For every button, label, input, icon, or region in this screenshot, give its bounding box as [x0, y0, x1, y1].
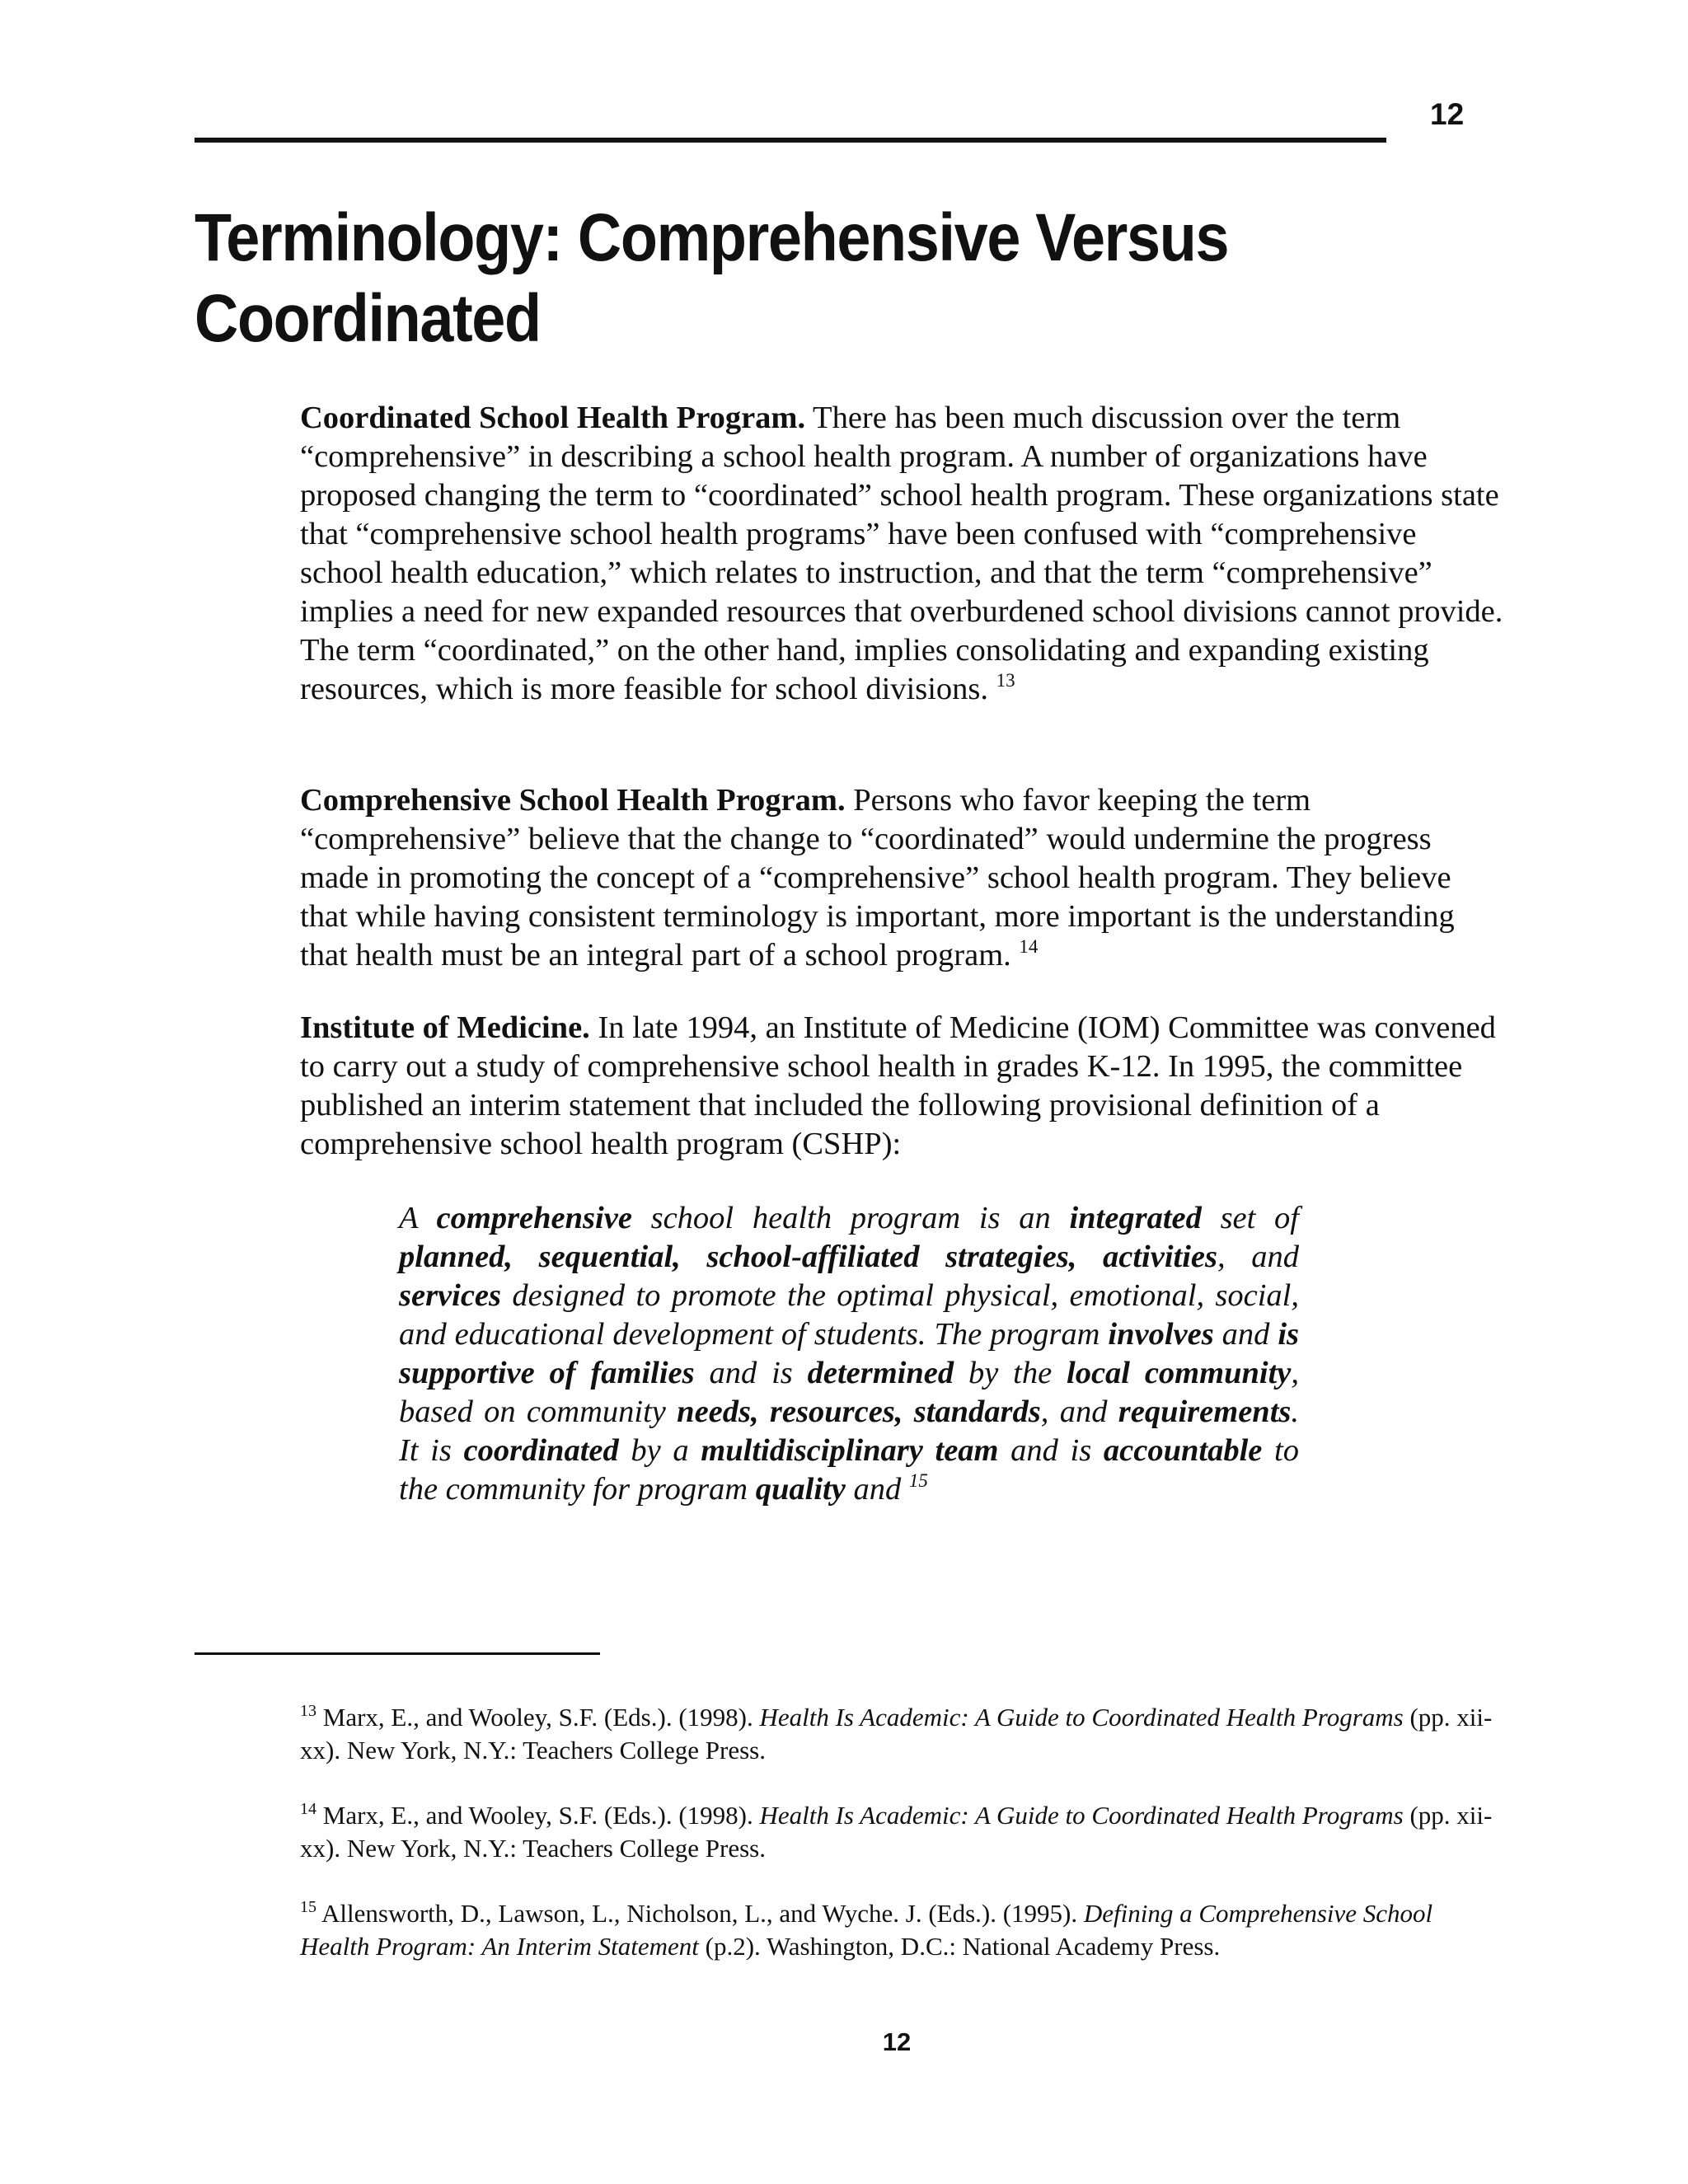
- paragraph-text: There has been much discussion over the term “comprehensive” in describing a school health program. A number of organizations have proposed changing the term to “coordinated” school health program. These organizations state that “comprehensive school health programs” have been confused with “comprehensive school health education,” which relates to instruction, and that the term “comprehensive” implies a need for new expanded resources that overburdened school divisions cannot provide. The term “coordinated,” on the other hand, implies consolidating and expanding existing resources, which is more feasible for school divisions.: [300, 401, 1503, 706]
- quote-text: , and: [1040, 1394, 1118, 1429]
- footnote-number: 13: [300, 1702, 316, 1720]
- quote-text: A: [399, 1201, 437, 1235]
- footnote-title: Health Is Academic: A Guide to Coordinated Health Programs: [759, 1703, 1404, 1732]
- paragraph-text: In late 1994, an Institute of Medicine (IOM) Committee was convened to carry out a study of comprehensive school health in grades K-12. In 1995, the committee published an interim statement that included the following provisional definition of a comprehensive school health program (CSHP):: [300, 1010, 1496, 1161]
- paragraph-comprehensive: [300, 781, 1503, 975]
- quote-text: and is: [998, 1433, 1104, 1468]
- quote-emphasis: comprehensive: [436, 1201, 632, 1235]
- footnote-14: [300, 1799, 1503, 1865]
- quote-emphasis: services: [399, 1278, 501, 1313]
- footnote-title: Defining a Comprehensive School Health Program: An Interim Statement: [300, 1899, 1433, 1961]
- footnote-ref: 13: [996, 670, 1015, 691]
- footnote-text: Marx, E., and Wooley, S.F. (Eds.). (1998).: [316, 1801, 760, 1830]
- quote-emphasis: is supportive of families: [399, 1317, 1299, 1390]
- footnote-title: Health Is Academic: A Guide to Coordinated Health Programs: [759, 1801, 1404, 1830]
- quote-text: , and: [1217, 1240, 1299, 1274]
- footnote-text: Allensworth, D., Lawson, L., Nicholson, L., and Wyche. J. (Eds.). (1995).: [316, 1899, 1084, 1928]
- header-rule: [195, 138, 1386, 143]
- quote-emphasis: involves: [1108, 1317, 1214, 1352]
- footnote-13: [300, 1701, 1503, 1767]
- footnote-separator: [195, 1652, 600, 1655]
- footnote-ref: 14: [1019, 936, 1039, 957]
- quote-text: and is: [694, 1356, 808, 1390]
- paragraph-lead: Comprehensive School Health Program.: [300, 783, 846, 818]
- quote-emphasis: local community: [1067, 1356, 1292, 1390]
- quote-text: , based on community: [399, 1356, 1299, 1429]
- footnote-15: [300, 1897, 1503, 1963]
- quote-text: designed to promote the optimal physical, emotional, social, and educational development of students. The program: [399, 1278, 1299, 1352]
- page-number-bottom: 12: [882, 2027, 912, 2056]
- cshp-definition-quote: [399, 1199, 1299, 1509]
- quote-text: and: [845, 1472, 909, 1507]
- quote-text: school health program is an: [631, 1201, 1070, 1235]
- quote-emphasis: multidisciplinary team: [701, 1433, 999, 1468]
- paragraph-lead: Coordinated School Health Program.: [300, 401, 806, 435]
- footnote-text: (pp. xii-xx). New York, N.Y.: Teachers College Press.: [300, 1703, 1493, 1765]
- footnote-text: Marx, E., and Wooley, S.F. (Eds.). (1998).: [316, 1703, 760, 1732]
- footnote-text: (pp. xii-xx). New York, N.Y.: Teachers College Press.: [300, 1801, 1493, 1863]
- quote-text: to the community for program: [399, 1433, 1299, 1507]
- page-title: Terminology: Comprehensive Versus Coordinated: [195, 200, 1229, 356]
- page-number-top: 12: [1430, 97, 1465, 131]
- quote-text: . It is: [399, 1394, 1300, 1468]
- paragraph-lead: Institute of Medicine.: [300, 1010, 590, 1045]
- quote-emphasis: coordinated: [463, 1433, 619, 1468]
- quote-emphasis: needs, resources, standards: [677, 1394, 1041, 1429]
- quote-emphasis: accountable: [1103, 1433, 1263, 1468]
- footnote-text: (p.2). Washington, D.C.: National Academy Press.: [698, 1932, 1221, 1961]
- quote-text: set of: [1201, 1201, 1299, 1235]
- quote-emphasis: planned, sequential, school-affiliated strategies, activities: [399, 1240, 1218, 1274]
- quote-emphasis: determined: [807, 1356, 954, 1390]
- quote-text: by a: [618, 1433, 701, 1468]
- quote-emphasis: quality: [755, 1472, 846, 1507]
- footnote-ref: 15: [908, 1470, 928, 1491]
- paragraph-iom: [300, 1009, 1503, 1164]
- footnote-number: 15: [300, 1898, 316, 1916]
- paragraph-coordinated: [300, 399, 1503, 709]
- quote-text: by the: [954, 1356, 1067, 1390]
- paragraph-text: Persons who favor keeping the term “comprehensive” believe that the change to “coordinated” would undermine the progress made in promoting the concept of a “comprehensive” school health program. They believe that while having consistent terminology is important, more important is the understanding that health must be an integral part of a school program.: [300, 783, 1455, 972]
- quote-emphasis: requirements: [1118, 1394, 1292, 1429]
- footnote-number: 14: [300, 1800, 316, 1818]
- quote-emphasis: integrated: [1069, 1201, 1202, 1235]
- quote-text: and: [1213, 1317, 1278, 1352]
